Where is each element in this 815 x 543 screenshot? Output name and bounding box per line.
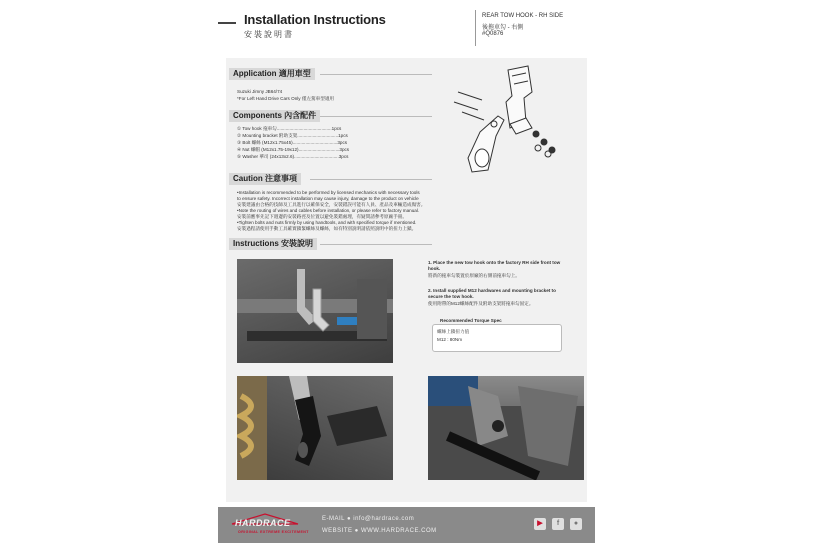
youtube-icon[interactable]: ▶ [534,518,546,530]
caution-line: •Note the routing of wires and cables before installation, or please refer to factory manual. [237,208,420,213]
components-rule [320,116,432,117]
torque-spec-value: M12 : 80Nm [437,337,463,342]
install-photo-3 [428,376,584,480]
torque-spec-title: Recommended Torque Spec [440,318,502,323]
application-vehicle: Suzuki Jimny JB64/74 [237,89,283,94]
step-2-text-cont: secure the tow hook. [428,294,474,299]
parts-diagram [440,62,580,177]
application-rule [320,74,432,75]
component-item: ① Tow hook 拖車勾...........................................1pcs [237,126,342,131]
step-1-text: 1. Place the new tow hook onto the factory RH side front tow [428,260,561,265]
component-item: ② Mounting bracket 附助支架................................1pcs [237,133,348,138]
header-divider [475,10,476,46]
application-note: *For Left Hand Drive Cars Only 僅左駕車型適用 [237,96,335,101]
page-title: Installation Instructions [244,12,386,27]
caution-line: 安裝前應事先記下週邊的安裝路徑及位置以避免裝錯處理，有疑問請參考原廠手冊。 [237,214,407,219]
caution-line: •Tighten bolts and nuts firmly by using handtools, and with specified torque if mentioned. [237,220,417,225]
facebook-icon[interactable]: f [552,518,564,530]
footer-email[interactable]: E-MAIL ● info@hardrace.com [322,516,415,522]
component-item: ④ Nut 螺帽 (M12x1.75-19x12)................................3pcs [237,147,350,152]
step-2-text-cn: 使用附帶的M12螺絲配件及附助支架將拖車勾固定。 [428,301,534,306]
product-name-cn: 後拖車勾 - 右側 [482,25,524,31]
step-1-text-cont: hook. [428,266,441,271]
footer-website[interactable]: WEBSITE ● WWW.HARDRACE.COM [322,528,437,534]
product-name: REAR TOW HOOK - RH SIDE [482,13,564,19]
caution-line: to ensure safety. Incorrect installation may cause injury, damage to the product on vehicle [237,196,419,201]
footer-brand: HARDRACE [235,518,291,528]
component-item: ③ Bolt 螺絲 (M12x1.75x45)...................................3pcs [237,140,348,145]
caution-line: •Installation is recommended to be performed by licensed mechanics with necessary tools [237,190,420,195]
caution-heading: Caution 注意事項 [229,173,301,185]
install-photo-2 [237,376,393,480]
title-accent-line [218,22,236,24]
instructions-rule [320,244,432,245]
caution-line: 安裝過程請使用手動工具確實鎖緊螺絲及螺絲，如有特別說明請依照說明中的扭力上鎖。 [237,226,417,231]
instructions-heading: Instructions 安裝說明 [229,238,317,250]
footer-tagline: ORIGINAL EXTREME EXCITEMENT [238,530,309,534]
components-heading: Components 內含配件 [229,110,320,122]
product-code: #Q0876 [482,31,504,37]
wechat-icon[interactable]: ● [570,518,582,530]
application-heading: Application 適用車型 [229,68,315,80]
page-title-cn: 安裝說明書 [244,30,294,39]
caution-line: 安裝建議由合格的技師及工具進行以確保安全，安裝錯誤可能有人員、產品及車輛造成傷害。 [237,202,426,207]
install-photo-1 [237,259,393,363]
torque-spec-cn: 螺絲上鎖扭力值 [437,329,470,334]
component-item: ⑤ Washer 華司 (24x13x2.6)...................................3pcs [237,154,349,159]
step-1-text-cn: 將新的拖車勾裝置於原廠的右側前拖車勾上。 [428,273,520,278]
step-2-text: 2. Install supplied M12 hardwares and mounting bracket to [428,288,556,293]
caution-rule [310,179,432,180]
